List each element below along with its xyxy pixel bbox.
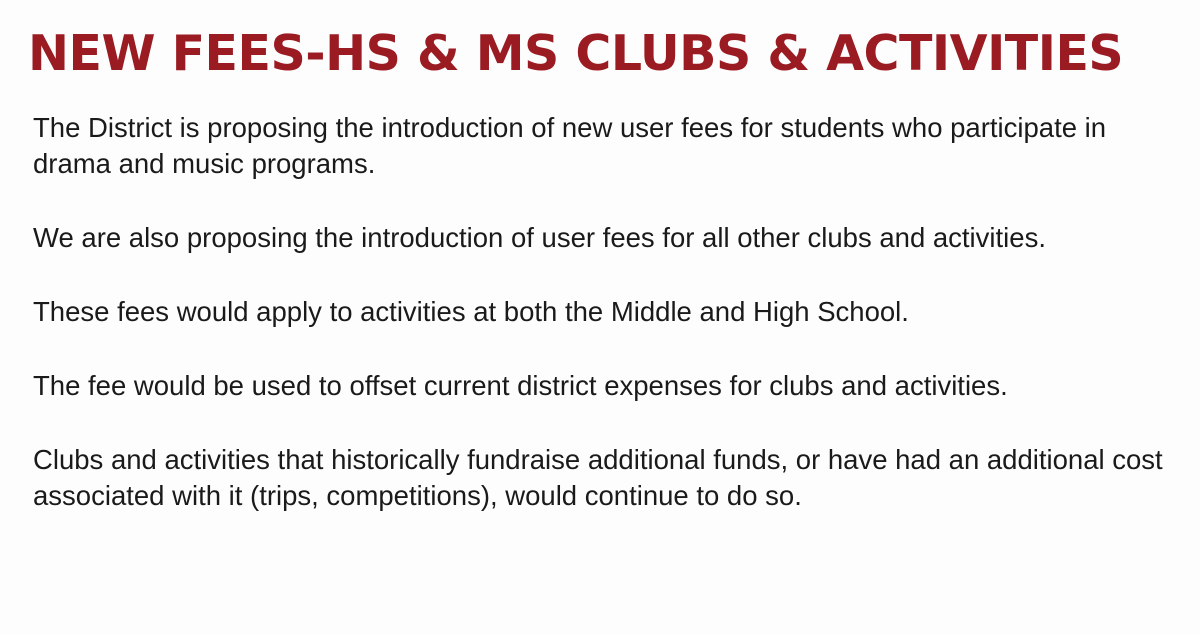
paragraph-offset-expenses: The fee would be used to offset current district expenses for clubs and activities. [33, 370, 1008, 401]
paragraph-schools: These fees would apply to activities at both the Middle and High School. [33, 296, 909, 327]
paragraph-new-user-fees: The District is proposing the introduction of new user fees for students who participate in drama and music programs. [33, 112, 1107, 179]
paragraph-other-clubs: We are also proposing the introduction of user fees for all other clubs and activities. [33, 222, 1046, 253]
slide-title: NEW FEES-HS & MS CLUBS & ACTIVITIES [28, 25, 1124, 82]
slide-body [33, 110, 1173, 552]
paragraph-fundraising: Clubs and activities that historically fundraise additional funds, or have had an additional cost associated with it (trips, competitions), would continue to do so. [33, 444, 1163, 511]
